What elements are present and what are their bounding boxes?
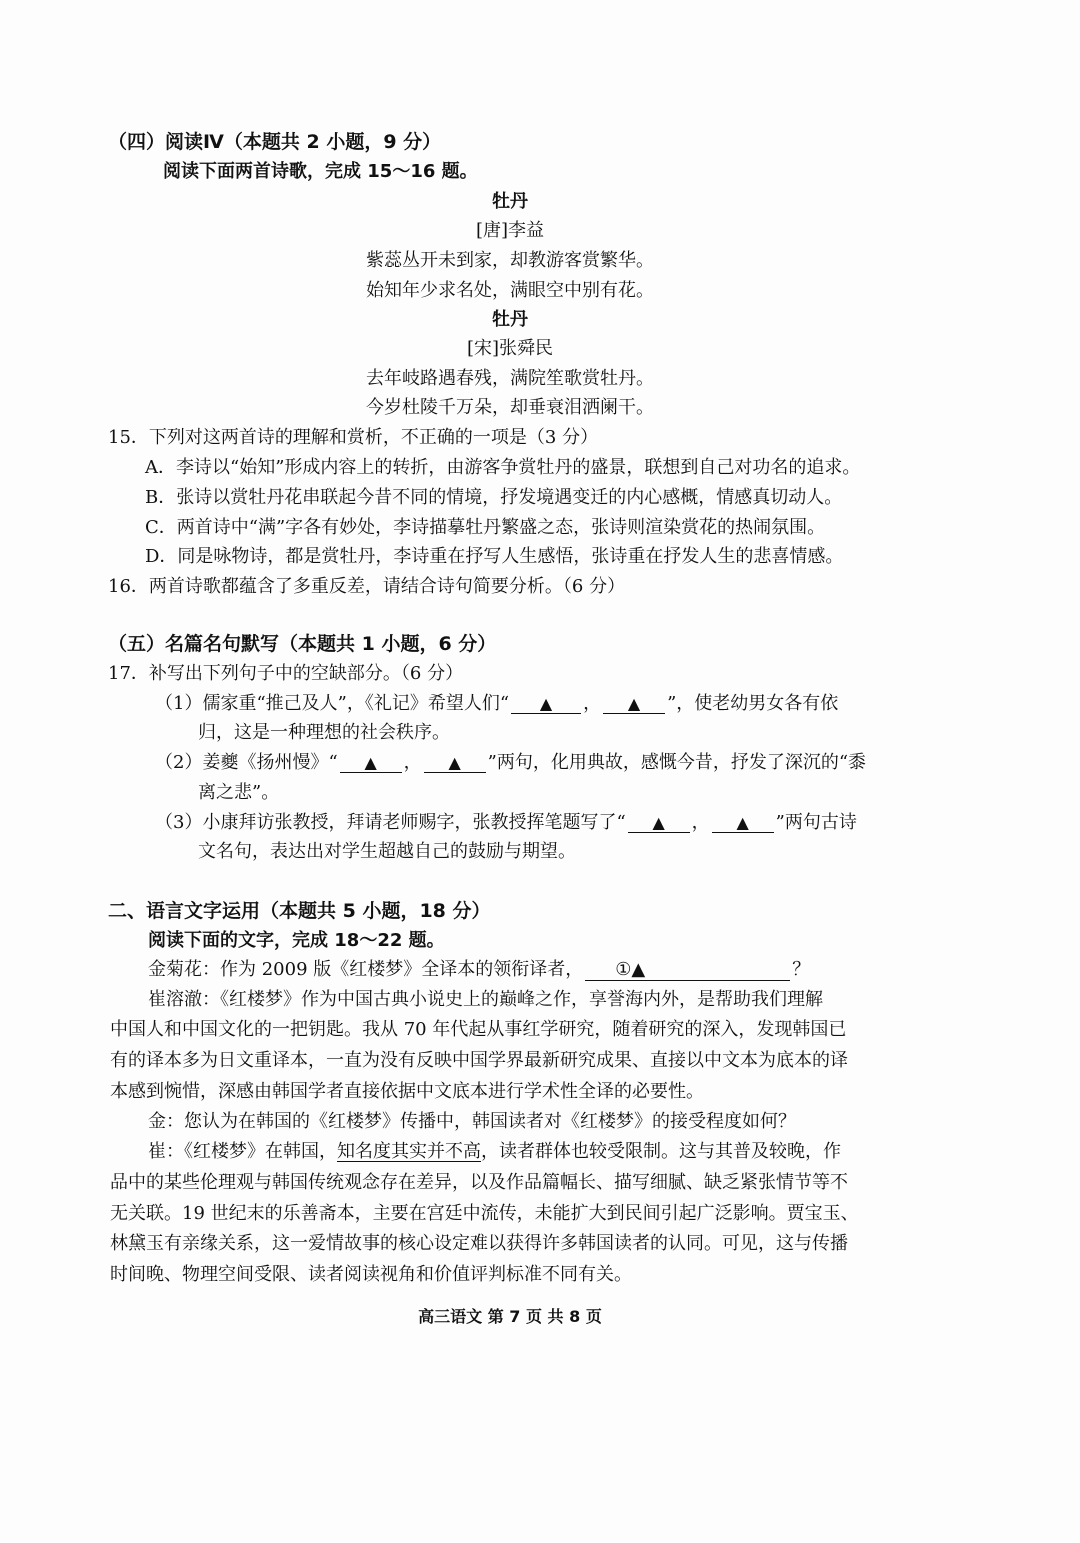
poem-author: [唐]李益 bbox=[475, 220, 545, 241]
question-stem: 16．两首诗歌都蕴含了多重反差，请结合诗句简要分析。（6 分） bbox=[108, 576, 626, 597]
answer-line: 林黛玉有亲缘关系，这一爱情故事的核心设定难以获得许多韩国读者的认同。可见，这与传播 bbox=[110, 1233, 848, 1254]
question-stem: 17．补写出下列句子中的空缺部分。（6 分） bbox=[108, 663, 464, 684]
answer-line: 本感到惋惜，深感由韩国学者直接依据中文底本进行学术性全译的必要性。 bbox=[110, 1081, 704, 1102]
underlined-phrase: 知名度其实并不高 bbox=[337, 1141, 481, 1162]
fill-text: （2）姜夔《扬州慢》“ bbox=[155, 752, 338, 773]
section-heading: （四）阅读Ⅳ（本题共 2 小题，9 分） bbox=[108, 131, 442, 153]
answer-line: 中国人和中国文化的一把钥匙。我从 70 年代起从事红学研究，随着研究的深入，发现韩国已 bbox=[110, 1019, 847, 1040]
section-heading: （五）名篇名句默写（本题共 1 小题，6 分） bbox=[108, 633, 497, 655]
answer-line: 品中的某些伦理观与韩国传统观念存在差异，以及作品篇幅长、描写细腻、缺乏紧张情节等不 bbox=[110, 1172, 848, 1193]
answer-line: 时间晚、物理空间受限、读者阅读视角和价值评判标准不同有关。 bbox=[110, 1264, 632, 1285]
answer-line bbox=[148, 1141, 841, 1163]
comma: ， bbox=[403, 752, 422, 773]
answer-text: ，读者群体也较受限制。这与其普及较晚，作 bbox=[481, 1141, 841, 1162]
fill-item-2 bbox=[155, 752, 866, 774]
interview-question bbox=[148, 959, 810, 981]
answer-blank[interactable]: ▲ bbox=[511, 695, 581, 714]
comma: ， bbox=[691, 812, 710, 833]
answer-text: 崔：《红楼梦》在韩国， bbox=[148, 1141, 337, 1162]
page-footer: 高三语文 第 7 页 共 8 页 bbox=[418, 1307, 602, 1326]
option-b: B．张诗以赏牡丹花串联起今昔不同的情境，抒发境遇变迁的内心感概，情感真切动人。 bbox=[145, 487, 843, 508]
answer-blank[interactable]: ▲ bbox=[712, 814, 774, 833]
poem-title: 牡丹 bbox=[492, 309, 528, 330]
fill-text: （1）儒家重“推己及人”，《礼记》希望人们“ bbox=[155, 693, 510, 714]
poem-line: 去年岐路遇春残，满院笙歌赏牡丹。 bbox=[366, 368, 654, 389]
answer-blank[interactable]: ▲ bbox=[628, 814, 690, 833]
answer-line: 崔溶澈：《红楼梦》作为中国古典小说史上的巅峰之作，享誉海内外，是帮助我们理解 bbox=[148, 989, 823, 1010]
question-text: 金菊花：作为 2009 版《红楼梦》全译本的领衔译者， bbox=[148, 959, 584, 980]
fill-text: 文名句，表达出对学生超越自己的鼓励与期望。 bbox=[198, 841, 576, 862]
fill-text: ”两句，化用典故，感慨今昔，抒发了深沉的“黍 bbox=[487, 752, 867, 773]
fill-item-3 bbox=[155, 812, 857, 834]
question-stem: 15．下列对这两首诗的理解和赏析，不正确的一项是（3 分） bbox=[108, 427, 599, 448]
poem-author: [宋]张舜民 bbox=[466, 338, 554, 359]
option-d: D．同是咏物诗，都是赏牡丹，李诗重在抒写人生感悟，张诗重在抒发人生的悲喜情感。 bbox=[145, 546, 844, 567]
answer-blank[interactable]: ①▲ bbox=[585, 960, 790, 981]
answer-line: 有的译本多为日文重译本，一直为没有反映中国学界最新研究成果、直接以中文本为底本的译 bbox=[110, 1050, 848, 1071]
answer-blank[interactable]: ▲ bbox=[424, 754, 486, 773]
poem-line: 始知年少求名处，满眼空中别有花。 bbox=[366, 280, 654, 301]
comma: ， bbox=[583, 693, 602, 714]
fill-text: （3）小康拜访张教授，拜请老师赐字，张教授挥笔题写了“ bbox=[155, 812, 626, 833]
poem-line: 今岁杜陵千万朵，却垂衰泪洒阑干。 bbox=[366, 397, 654, 418]
answer-blank[interactable]: ▲ bbox=[340, 754, 402, 773]
question-end: ？ bbox=[792, 959, 811, 980]
fill-text: ”，使老幼男女各有依 bbox=[667, 693, 839, 714]
interview-question: 金：您认为在韩国的《红楼梦》传播中，韩国读者对《红楼梦》的接受程度如何？ bbox=[148, 1111, 796, 1132]
option-c: C．两首诗中“满”字各有妙处，李诗描摹牡丹繁盛之态，张诗则渲染赏花的热闹氛围。 bbox=[145, 517, 826, 538]
fill-text: 离之悲”。 bbox=[198, 782, 280, 803]
poem-line: 紫蕊丛开未到家，却教游客赏繁华。 bbox=[366, 250, 654, 271]
option-a: A．李诗以“始知”形成内容上的转折，由游客争赏牡丹的盛景，联想到自己对功名的追求。 bbox=[145, 457, 861, 478]
fill-text: 归，这是一种理想的社会秩序。 bbox=[198, 722, 450, 743]
fill-item-1 bbox=[155, 693, 838, 715]
answer-blank[interactable]: ▲ bbox=[603, 695, 665, 714]
fill-text: ”两句古诗 bbox=[775, 812, 857, 833]
section-instruction: 阅读下面两首诗歌，完成 15～16 题。 bbox=[163, 161, 478, 182]
answer-line: 无关联。19 世纪末的乐善斋本，主要在宫廷中流传，未能扩大到民间引起广泛影响。贾宝玉、 bbox=[110, 1203, 859, 1224]
section-instruction: 阅读下面的文字，完成 18～22 题。 bbox=[148, 930, 445, 951]
poem-title: 牡丹 bbox=[492, 191, 528, 212]
section-heading: 二、语言文字运用（本题共 5 小题，18 分） bbox=[108, 900, 491, 922]
